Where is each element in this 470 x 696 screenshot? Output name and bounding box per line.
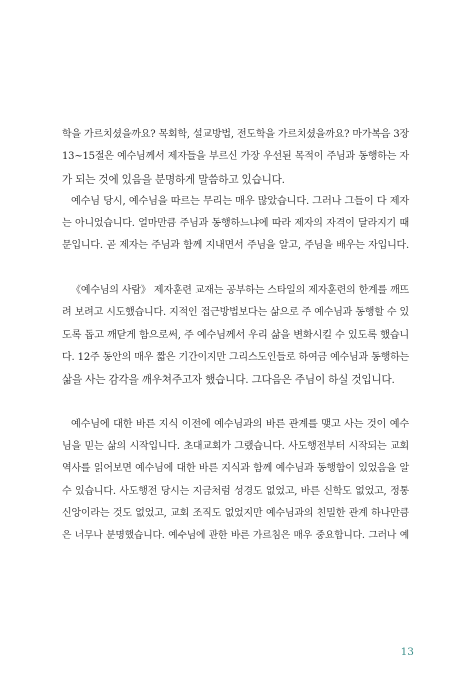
text-line: 도록 돕고 깨닫게 함으로써, 주 예수님께서 우리 삶을 변화시킬 수 있도록 했습니 xyxy=(62,329,409,341)
text-line: 삶을 사는 감각을 깨우쳐주고자 했습니다. 그다음은 주님이 하실 것입니다. xyxy=(62,374,395,387)
text-line: 학을 가르치셨을까요? 목회학, 설교방법, 전도학을 가르치셨을까요? 마가복음 3장 xyxy=(62,129,409,140)
paragraph-gap xyxy=(62,392,409,414)
text-line: 려 보려고 시도했습니다. 지적인 접근방법보다는 삶으로 주 예수님과 동행할 수 있 xyxy=(62,307,409,319)
text-line: 예수님에 대한 바른 지식 이전에 예수님과의 바른 관계를 맺고 사는 것이 예수 xyxy=(71,418,409,430)
text-line: 님을 믿는 삶의 시작입니다. 초대교회가 그랬습니다. 사도행전부터 시작되는 교회 xyxy=(62,441,409,453)
text-line: 다. 12주 동안의 매우 짧은 기간이지만 그리스도인들로 하여금 예수님과 동행하는 xyxy=(62,351,409,363)
paragraph xyxy=(62,124,409,191)
text-line: 은 너무나 분명했습니다. 예수님에 관한 바른 가르침은 매우 중요합니다. 그러나 예 xyxy=(62,530,409,542)
text-line: 《예수님의 사람》 제자훈련 교재는 공부하는 스타일의 제자훈련의 한계를 깨뜨 xyxy=(71,285,409,297)
text-line: 역사를 읽어보면 예수님에 대한 바른 지식과 함께 예수님과 동행함이 있었음을 알 xyxy=(62,463,409,475)
text-line: 문입니다. 곧 제자는 주님과 함께 지내면서 주님을 알고, 주님을 배우는 자입니다. xyxy=(62,240,409,252)
paragraph-gap xyxy=(62,258,409,280)
text-line: 신앙이라는 것도 없었고, 교회 조직도 없었지만 예수님과의 친밀한 관계 하나만큼 xyxy=(62,508,409,520)
paragraph xyxy=(62,414,409,548)
page-number: 13 xyxy=(400,646,414,658)
text-line: 수 있습니다. 사도행전 당시는 지금처럼 성경도 없었고, 바른 신학도 없었고, 정통 xyxy=(62,485,409,497)
paragraph xyxy=(62,191,409,258)
document-body xyxy=(62,124,409,548)
text-line: 13~15절은 예수님께서 제자들을 부르신 가장 우선된 목적이 주님과 동행하는 자 xyxy=(62,151,409,163)
text-line: 가 되는 것에 있음을 분명하게 말씀하고 있습니다. xyxy=(62,173,285,186)
paragraph xyxy=(62,280,409,391)
text-line: 는 아니었습니다. 얼마만큼 주님과 동행하느냐에 따라 제자의 자격이 달라지기 때 xyxy=(62,218,409,230)
text-line: 예수님 당시, 예수님을 따르는 무리는 매우 많았습니다. 그러나 그들이 다 제자 xyxy=(71,195,409,207)
